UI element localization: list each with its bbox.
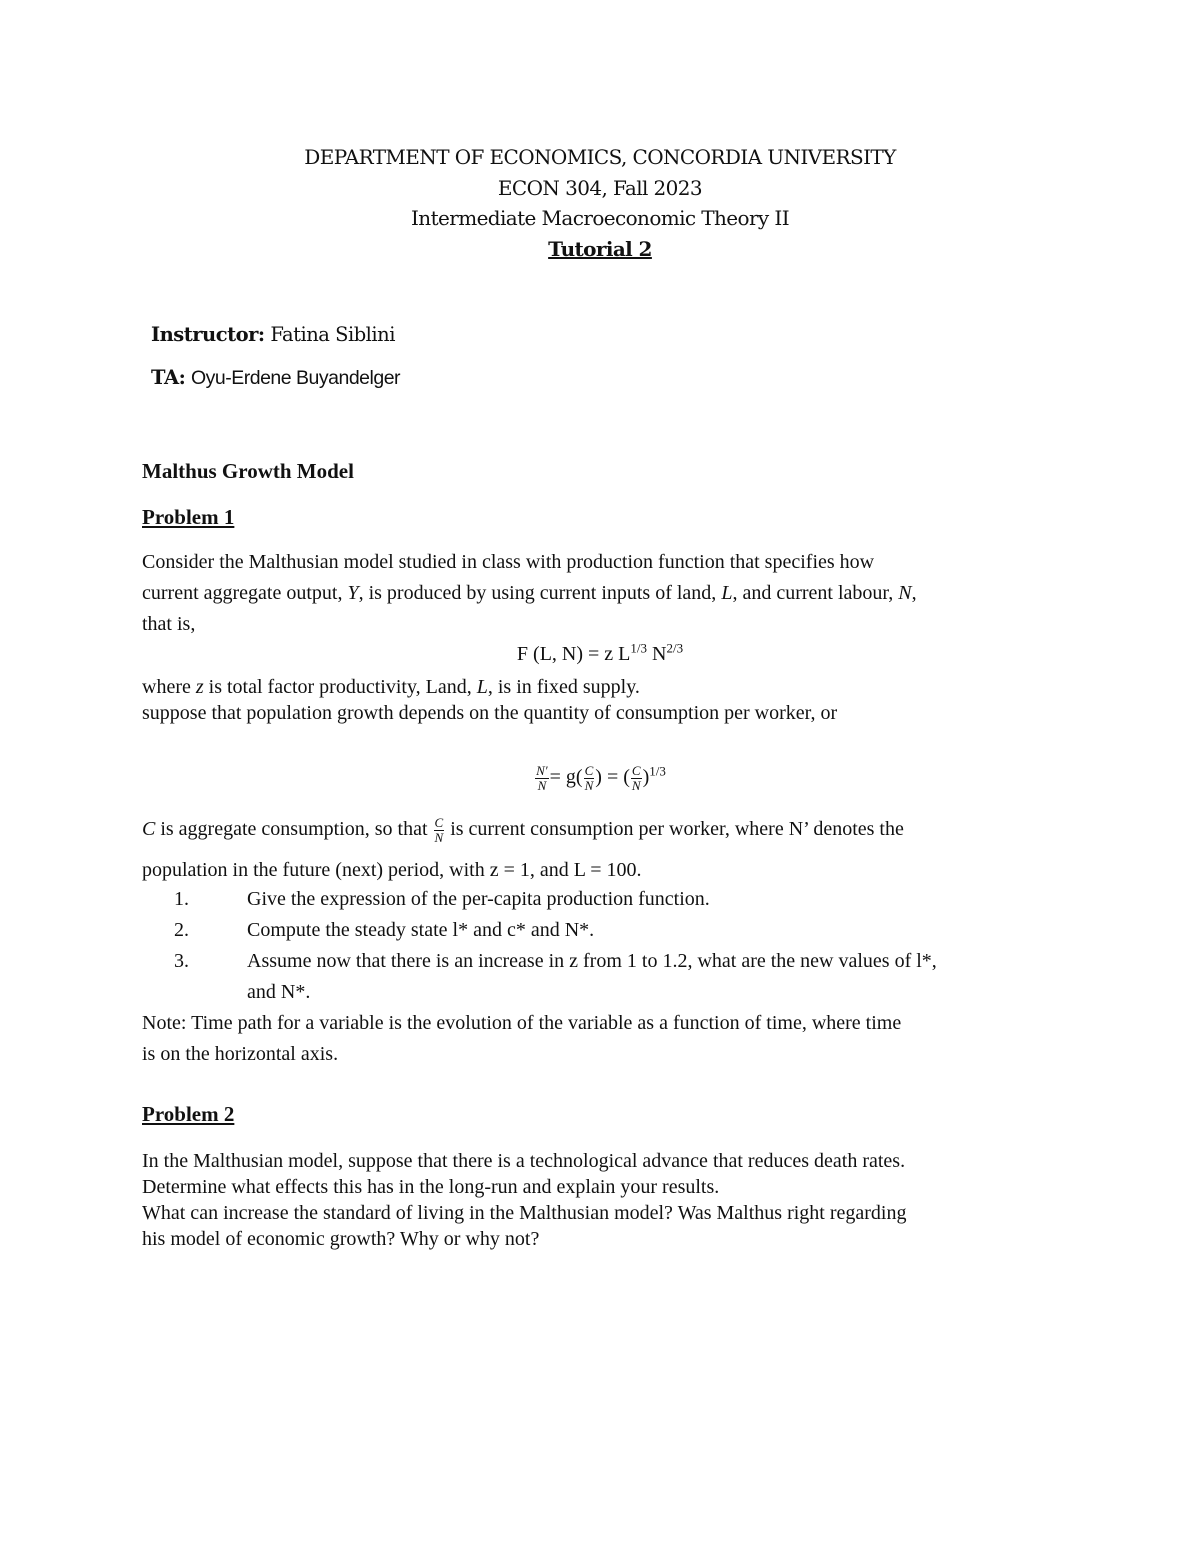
document-header — [0, 142, 1200, 264]
question-2: 2. Compute the steady state l* and c* and N*. — [174, 919, 595, 941]
instructor-name: Fatina Siblini — [270, 323, 395, 346]
problem-2-title: Problem 2 — [142, 1102, 235, 1126]
course-title-line: Intermediate Macroeconomic Theory II — [410, 206, 789, 230]
intro-line-3: that is, — [142, 613, 196, 635]
intro-line-2: current aggregate output, Y, is produced by using current inputs of land, L, and current labour, N, — [142, 582, 917, 604]
fraction-c-over-n: $\frac{C}{N}$ — [434, 814, 444, 845]
section-title: Malthus Growth Model — [142, 459, 354, 483]
instructor-label: Instructor: — [151, 323, 265, 346]
ta-label: TA: — [151, 366, 186, 389]
ta-name: Oyu-Erdene Buyandelger — [190, 367, 401, 389]
question-3: 3. Assume now that there is an increase in z from 1 to 1.2, what are the new values of l*, and N*. — [174, 950, 937, 1003]
problem-2-line-2: Determine what effects this has in the long-run and explain your results. — [142, 1176, 720, 1198]
production-function-equation: F (L, N) = z $L^{1/3}$ $N^{2/3}$ — [516, 640, 684, 665]
problem-2-body — [142, 1148, 1062, 1252]
population-growth-equation: $\frac{N'}{N}$ = g( $\frac{C}{N}$ ) = ( $\frac{C}{N}$ )$^{1/3}$ — [536, 763, 666, 793]
department-line: DEPARTMENT OF ECONOMICS, CONCORDIA UNIVERSITY — [304, 145, 896, 169]
instructor-line — [151, 323, 395, 346]
suppose-line: suppose that population growth depends on the quantity of consumption per worker, or — [142, 702, 838, 724]
consumption-line-2: population in the future (next) period, with z = 1, and L = 100. — [142, 859, 642, 881]
consumption-line-1: C is aggregate consumption, so that $\frac{C}{N}$ is current consumption per worker, where N’ denotes the — [142, 814, 904, 845]
note-line-2: is on the horizontal axis. — [142, 1043, 339, 1065]
ta-line — [151, 366, 400, 390]
fraction-nprime-over-n: $\frac{N'}{N}$ — [536, 763, 548, 793]
tutorial-title: Tutorial 2 — [548, 236, 652, 261]
problem-1-intro — [142, 547, 1062, 640]
problem-2-line-1: In the Malthusian model, suppose that there is a technological advance that reduces death rates. — [142, 1150, 906, 1172]
problem-1-where — [142, 674, 1062, 726]
fraction-c-over-n: $\frac{C}{N}$ — [584, 763, 594, 793]
intro-line-1: Consider the Malthusian model studied in class with production function that specifies how — [142, 551, 875, 573]
question-1: 1. Give the expression of the per-capita production function. — [174, 888, 710, 910]
where-line: where z is total factor productivity, Land, L, is in fixed supply. — [142, 676, 640, 698]
problem-2-line-4: his model of economic growth? Why or why not? — [142, 1228, 540, 1250]
problem-1-questions — [172, 884, 1072, 1008]
problem-1-title: Problem 1 — [142, 505, 235, 529]
note-line-1: Note: Time path for a variable is the evolution of the variable as a function of time, where time — [142, 1012, 902, 1034]
problem-1-note — [142, 1008, 1062, 1070]
consumption-definition — [142, 814, 1062, 845]
problem-2-line-3: What can increase the standard of living in the Malthusian model? Was Malthus right regarding — [142, 1202, 907, 1224]
fraction-c-over-n: $\frac{C}{N}$ — [631, 763, 641, 793]
course-line: ECON 304, Fall 2023 — [497, 175, 703, 200]
